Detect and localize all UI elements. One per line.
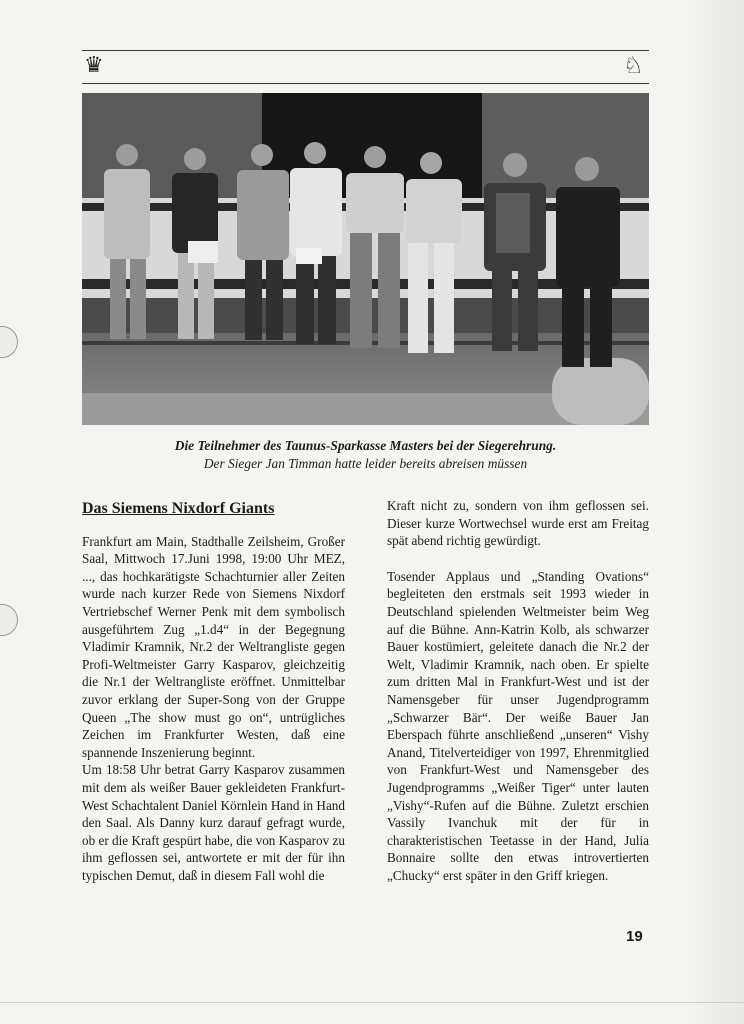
knight-icon: ♘ bbox=[623, 53, 644, 79]
article-right-column bbox=[387, 497, 649, 884]
article-paragraph: Tosender Applaus und „Standing Ovations“ begleiteten den erstmals seit 1993 wieder in Deutschland spielenden Weltmeister beim Weg auf die Bühne. Ann-Katrin Kolb, als schwarzer Bauer kostümiert, geleitete danach die Nr.2 der Welt, Vladimir Kramnik, nach oben. Er spielte zum dritten Mal in Frankfurt-West und ist der Namensgeber für unser Jugendprogramm „Schwarzer Bär“. Der weiße Bauer Jan Eberspach führte anschließend „unseren“ Vishy Anand, Titelverteidiger von 1997, Ehrenmitglied von Frankfurt-West und Namensgeber des Jugendprogramms „Weißer Tiger“ unter lauten „Vishy“-Rufen auf die Bühne. Zuletzt erschien Vassily Ivanchuk mit der für in charakteristischen Teetasse in der Hand, Julia Bonnaire sollte den etwas introvertierten „Chucky“ erst später in den Griff kriegen. bbox=[387, 568, 649, 883]
group-photo bbox=[82, 93, 649, 425]
page-number: 19 bbox=[626, 928, 643, 945]
punch-hole bbox=[0, 326, 18, 358]
article-heading: Das Siemens Nixdorf Giants bbox=[82, 500, 275, 517]
queen-icon: ♛ bbox=[84, 53, 104, 78]
caption-line-2: Der Sieger Jan Timman hatte leider bereits abreisen müssen bbox=[203, 456, 528, 471]
photo-caption bbox=[82, 437, 649, 473]
article-paragraph: Um 18:58 Uhr betrat Garry Kasparov zusammen mit dem als weißer Bauer gekleideten Frankfurt-West Schachtalent Daniel Körnlein Hand in Hand den Saal. Als Danny kurz darauf gefragt wurde, ob er die Kraft gespürt habe, die von Kasparov zu ihm geflossen sei, antwortete er mit der für ihn typischen Demut, daß in diesem Fall wohl die bbox=[82, 762, 345, 883]
article-left-column bbox=[82, 497, 345, 884]
article-paragraph: Kraft nicht zu, sondern von ihm geflossen sei. Dieser kurze Wortwechsel wurde erst am Freitag spät abend richtig gewürdigt. bbox=[387, 498, 649, 549]
page-bottom-edge bbox=[0, 1002, 744, 1003]
page-edge-shadow bbox=[684, 0, 744, 1024]
article-paragraph: Frankfurt am Main, Stadthalle Zeilsheim, Großer Saal, Mittwoch 17.Juni 1998, 19:00 Uhr MEZ, ..., das hochkarätigste Schachturnier aller Zeiten wurde nach kurzer Rede von Siemens Nixdorf Vertriebschef Werner Penk mit dem symbolisch ausgeführtem Zug „1.d4“ in der Begegnung Vladimir Kramnik, Nr.2 der Weltrangliste gegen Profi-Weltmeister Garry Kasparov, gleichzeitig die Nr.1 der Weltrangliste eröffnet. Unmittelbar zuvor erklang der Super-Song von der Gruppe Queen „The show must go on“, untrügliches Zeichen im Frankfurter Westen, daß eine spannende Inszenierung beginnt. bbox=[82, 533, 345, 760]
caption-line-1: Die Teilnehmer des Taunus-Sparkasse Masters bei der Siegerehrung. bbox=[174, 438, 557, 453]
group-photo-image bbox=[82, 93, 649, 425]
page-header-band bbox=[82, 50, 649, 84]
punch-hole bbox=[0, 604, 18, 636]
